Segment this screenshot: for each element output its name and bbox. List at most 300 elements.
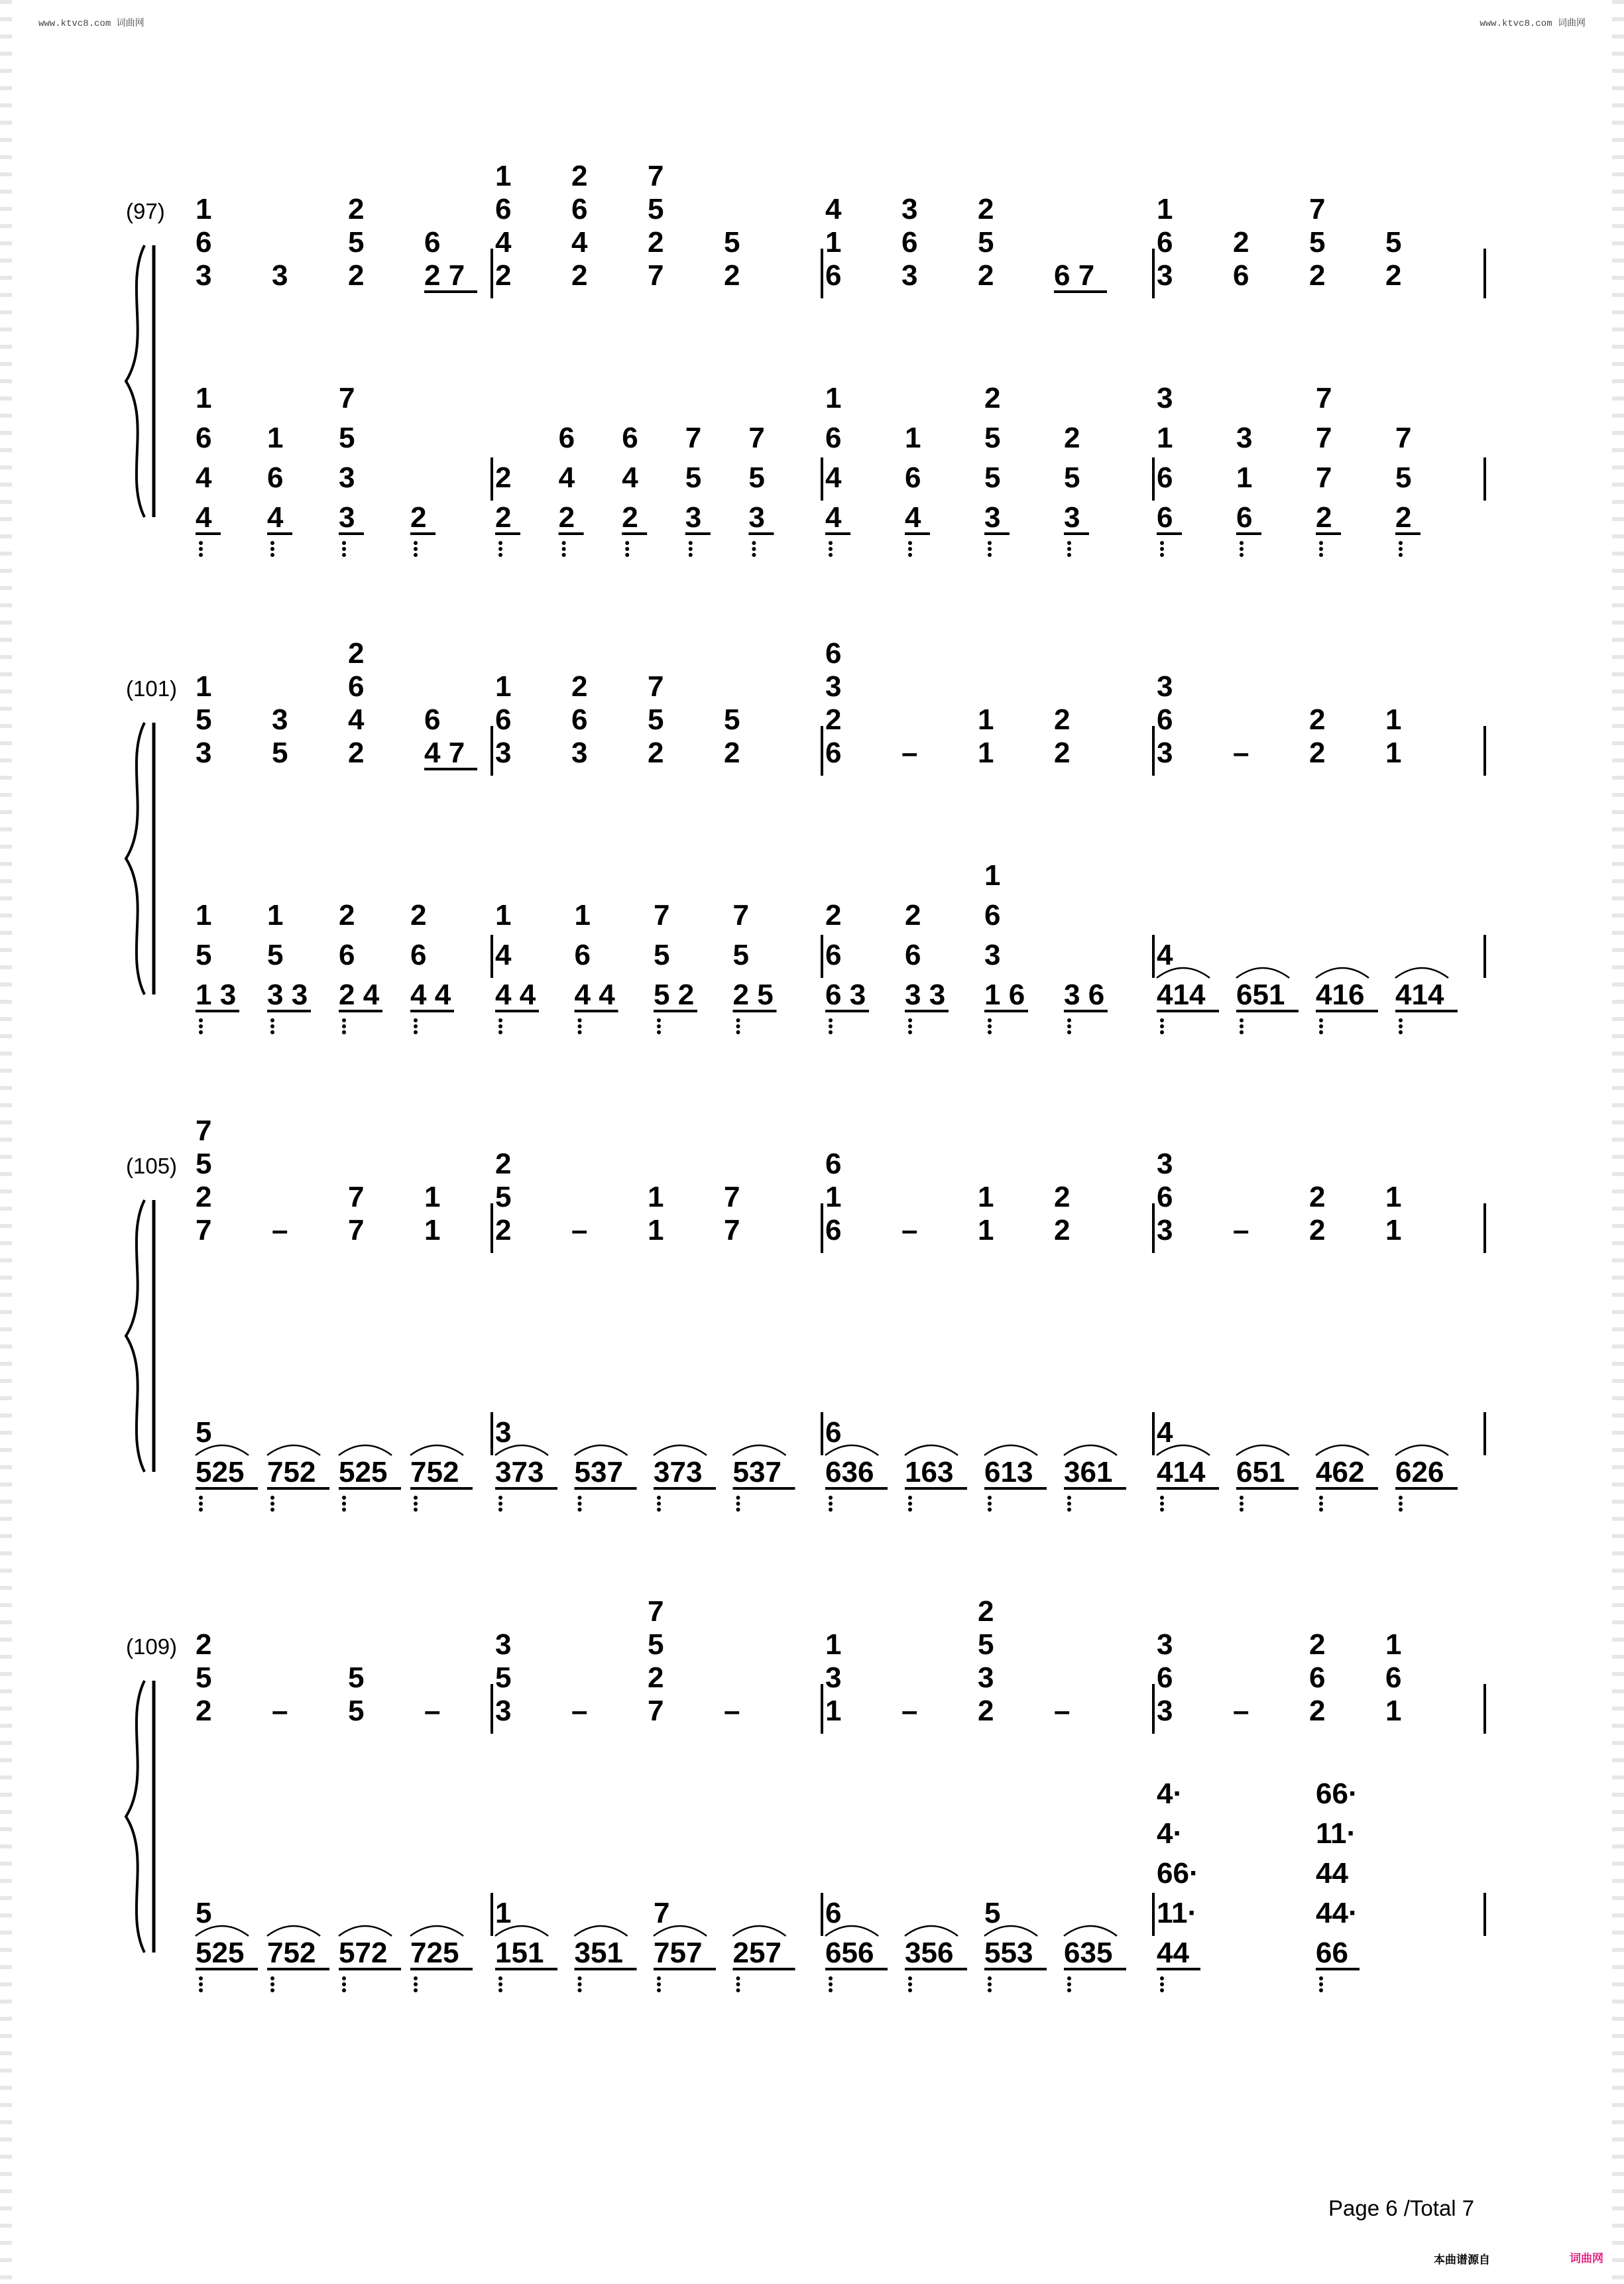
octave-dot (657, 1024, 661, 1028)
note: 2 (1054, 1214, 1071, 1246)
note: 2 (724, 737, 740, 769)
note: 1 (196, 899, 212, 932)
note: 1 (1157, 422, 1173, 454)
octave-dot (498, 1982, 502, 1986)
note: 44 (1157, 1937, 1189, 1969)
octave-dot (199, 1982, 203, 1986)
triplet-slur (575, 1926, 628, 1936)
octave-dot (736, 1982, 740, 1986)
triplet-slur (984, 1445, 1037, 1455)
octave-dot (562, 547, 566, 551)
note: 3 (984, 939, 1001, 971)
octave-dot (578, 1976, 582, 1980)
octave-dot (270, 1030, 274, 1034)
note: 7 (196, 1114, 212, 1147)
note: 5 2 (654, 979, 695, 1011)
note: 3 (495, 1628, 512, 1661)
octave-dot (578, 1496, 582, 1500)
note: 4 4 (495, 979, 536, 1011)
octave-dot (1399, 1018, 1403, 1022)
brand-logo: 词曲网 (1570, 2252, 1603, 2265)
octave-dot (908, 1030, 912, 1034)
note: 7 (348, 1181, 365, 1213)
note: 5 (984, 422, 1001, 454)
note: 6 (825, 1897, 842, 1929)
measure-number: (101) (126, 676, 178, 701)
octave-dot (908, 1982, 912, 1986)
note: 2 (1309, 259, 1326, 292)
octave-dot (578, 1502, 582, 1506)
note: 5 (1064, 461, 1080, 494)
octave-dot (1399, 553, 1403, 557)
octave-dot (988, 1502, 992, 1506)
note: 6 (905, 461, 921, 494)
note: 1 (905, 422, 921, 454)
note: 3 (495, 737, 512, 769)
system-brace (126, 1681, 145, 1953)
note: 4 (267, 501, 284, 534)
note: 5 (748, 461, 765, 494)
note: 1 (196, 670, 212, 703)
octave-dot (1160, 1982, 1164, 1986)
octave-dot (414, 1982, 418, 1986)
octave-dot (908, 1496, 912, 1500)
note: 525 (196, 1937, 245, 1969)
note: 537 (574, 1456, 623, 1488)
note: 6 (424, 226, 441, 259)
note: 66 (1316, 1937, 1348, 1969)
note: 2 (978, 1695, 994, 1727)
octave-dot (752, 547, 756, 551)
note: 4 (825, 461, 842, 494)
note: 2 (978, 259, 994, 292)
note: 6 (1385, 1661, 1402, 1694)
note: 4 (622, 461, 638, 494)
octave-dot (562, 553, 566, 557)
triplet-slur (733, 1445, 786, 1455)
octave-dot (342, 553, 346, 557)
note: 6 (1309, 1661, 1326, 1694)
octave-dot (829, 1018, 833, 1022)
octave-dot (988, 1988, 992, 1992)
triplet-slur (1064, 1926, 1117, 1936)
octave-dot (829, 1508, 833, 1512)
octave-dot (414, 547, 418, 551)
note: 626 (1395, 1456, 1444, 1488)
octave-dot (578, 1982, 582, 1986)
octave-dot (1240, 1030, 1244, 1034)
note: 1 (1385, 703, 1402, 736)
note: 1 (1385, 1214, 1402, 1246)
triplet-slur (654, 1445, 707, 1455)
note: 3 (978, 1661, 994, 1694)
octave-dot (1067, 541, 1071, 545)
note: 6 (825, 637, 842, 670)
note: 7 (648, 1695, 664, 1727)
octave-dot (1067, 1508, 1071, 1512)
note: 1 (825, 382, 842, 414)
octave-dot (1240, 547, 1244, 551)
octave-dot (199, 1496, 203, 1500)
note: 6 (825, 1416, 842, 1449)
octave-dot (1240, 1024, 1244, 1028)
note: 2 (571, 259, 588, 292)
note: 5 (339, 422, 355, 454)
note: – (901, 1214, 918, 1246)
octave-dot (988, 553, 992, 557)
octave-dot (829, 553, 833, 557)
octave-dot (1319, 547, 1323, 551)
note: 613 (984, 1456, 1033, 1488)
note: 7 (196, 1214, 212, 1246)
note: 5 (495, 1661, 512, 1694)
note: 1 (825, 1628, 842, 1661)
note: 5 (1385, 226, 1402, 259)
octave-dot (689, 541, 693, 545)
octave-dot (270, 1982, 274, 1986)
note: 5 (648, 193, 664, 225)
source-credit: 本曲谱源自 (1434, 2254, 1490, 2266)
note: 7 (654, 1897, 670, 1929)
note: 1 (978, 1214, 994, 1246)
note: 6 (825, 422, 842, 454)
note: 7 (724, 1181, 740, 1213)
system-brace (126, 245, 145, 517)
octave-dot (342, 1976, 346, 1980)
note: 1 (267, 422, 284, 454)
note: 2 (196, 1181, 212, 1213)
note: 7 (1309, 193, 1326, 225)
note: 4 (825, 501, 842, 534)
note: 1 (424, 1214, 441, 1246)
note: 1 3 (196, 979, 237, 1011)
octave-dot (342, 1018, 346, 1022)
octave-dot (270, 1496, 274, 1500)
note: 6 (1233, 259, 1249, 292)
note: 3 (825, 1661, 842, 1694)
note: 553 (984, 1937, 1033, 1969)
octave-dot (908, 1508, 912, 1512)
note: 1 (1236, 461, 1253, 494)
octave-dot (1160, 1018, 1164, 1022)
note: 6 (196, 226, 212, 259)
octave-dot (657, 1030, 661, 1034)
note: 3 6 (1064, 979, 1105, 1011)
note: 7 (339, 382, 355, 414)
note: – (571, 1695, 588, 1727)
octave-dot (1160, 1976, 1164, 1980)
octave-dot (414, 1030, 418, 1034)
note: 2 (348, 259, 365, 292)
note: 66· (1316, 1777, 1358, 1810)
note: 414 (1395, 979, 1444, 1011)
octave-dot (199, 547, 203, 551)
note: 3 (495, 1695, 512, 1727)
note: – (1233, 1214, 1249, 1246)
note: 4· (1157, 1817, 1183, 1850)
octave-dot (498, 553, 502, 557)
note: 7 (348, 1214, 365, 1246)
note: – (424, 1695, 441, 1727)
note: 7 (1395, 422, 1412, 454)
note: 2 (978, 193, 994, 225)
note: 4 4 (574, 979, 615, 1011)
octave-dot (1067, 1018, 1071, 1022)
octave-dot (988, 547, 992, 551)
note: 525 (196, 1456, 245, 1488)
triplet-slur (339, 1926, 392, 1936)
octave-dot (988, 541, 992, 545)
note: 5 (348, 226, 365, 259)
note: 4 (571, 226, 588, 259)
octave-dot (1240, 541, 1244, 545)
octave-dot (1240, 553, 1244, 557)
note: 3 (901, 259, 918, 292)
note: 5 (984, 1897, 1001, 1929)
note: 6 (196, 422, 212, 454)
octave-dot (625, 541, 629, 545)
octave-dot (736, 1030, 740, 1034)
note: 2 (1064, 422, 1080, 454)
octave-dot (657, 1018, 661, 1022)
note: 6 (1157, 1181, 1173, 1213)
note: 3 (1157, 1695, 1173, 1727)
octave-dot (908, 1024, 912, 1028)
note: 2 (196, 1628, 212, 1661)
note: 5 (648, 1628, 664, 1661)
note: 6 (495, 193, 512, 225)
note: 2 (495, 1214, 512, 1246)
octave-dot (829, 1982, 833, 1986)
octave-dot (342, 547, 346, 551)
octave-dot (625, 553, 629, 557)
note: 2 (1309, 737, 1326, 769)
note: 5 (685, 461, 702, 494)
note: 6 (825, 737, 842, 769)
octave-dot (270, 553, 274, 557)
note: 4 (558, 461, 575, 494)
note: 656 (825, 1937, 874, 1969)
triplet-slur (905, 1926, 958, 1936)
note: 5 (348, 1661, 365, 1694)
note: 356 (905, 1937, 954, 1969)
note: 537 (732, 1456, 782, 1488)
note: 257 (732, 1937, 782, 1969)
octave-dot (578, 1030, 582, 1034)
note: – (901, 1695, 918, 1727)
octave-dot (657, 1982, 661, 1986)
octave-dot (1160, 1030, 1164, 1034)
octave-dot (199, 1018, 203, 1022)
page-counter: Page 6 /Total 7 (1328, 2196, 1475, 2220)
octave-dot (1399, 1496, 1403, 1500)
octave-dot (1319, 1976, 1323, 1980)
note: 6 (348, 670, 365, 703)
note: 2 (495, 501, 512, 534)
octave-dot (578, 1508, 582, 1512)
octave-dot (1240, 1496, 1244, 1500)
note: 6 (571, 193, 588, 225)
note: 3 (272, 259, 288, 292)
note: 3 (1157, 382, 1173, 414)
octave-dot (498, 1496, 502, 1500)
note: 6 (1157, 501, 1173, 534)
note: 6 (1157, 461, 1173, 494)
triplet-slur (1316, 968, 1369, 978)
note: – (571, 1214, 588, 1246)
note: 2 (984, 382, 1001, 414)
octave-dot (736, 1976, 740, 1980)
note: 6 (339, 939, 355, 971)
note: – (1233, 1695, 1249, 1727)
note: 7 (724, 1214, 740, 1246)
note: 3 (901, 193, 918, 225)
note: 1 (495, 899, 512, 932)
octave-dot (1067, 1496, 1071, 1500)
note: – (272, 1214, 288, 1246)
note: 1 (978, 737, 994, 769)
note: 7 (648, 259, 664, 292)
octave-dot (908, 1018, 912, 1022)
octave-dot (625, 547, 629, 551)
note: 44 (1316, 1857, 1348, 1890)
triplet-slur (733, 1926, 786, 1936)
octave-dot (1319, 541, 1323, 545)
note: 66· (1157, 1857, 1199, 1890)
note: 3 (1064, 501, 1080, 534)
octave-dot (829, 541, 833, 545)
measure-number: (109) (126, 1634, 178, 1659)
note: 6 (825, 939, 842, 971)
octave-dot (1399, 1030, 1403, 1034)
note: 6 (1157, 703, 1173, 736)
note: 5 (724, 226, 740, 259)
note: 6 (1236, 501, 1253, 534)
note: 6 (1157, 1661, 1173, 1694)
octave-dot (342, 1988, 346, 1992)
note: 2 (648, 1661, 664, 1694)
note: 4 (1157, 939, 1173, 971)
note: 4 4 (410, 979, 451, 1011)
note: 373 (654, 1456, 703, 1488)
note: – (1054, 1695, 1071, 1727)
note: 5 (984, 461, 1001, 494)
octave-dot (342, 541, 346, 545)
note: 2 (648, 226, 664, 259)
note: 373 (495, 1456, 544, 1488)
note: 2 (348, 637, 365, 670)
octave-dot (1319, 1982, 1323, 1986)
octave-dot (414, 1508, 418, 1512)
octave-dot (736, 1502, 740, 1506)
octave-dot (1399, 1024, 1403, 1028)
octave-dot (1319, 1508, 1323, 1512)
octave-dot (988, 1030, 992, 1034)
octave-dot (829, 1496, 833, 1500)
note: 3 (1157, 1148, 1173, 1180)
note: 7 (648, 1595, 664, 1628)
note: 351 (574, 1937, 623, 1969)
note: 1 (648, 1181, 664, 1213)
note: 151 (495, 1937, 544, 1969)
octave-dot (1160, 1024, 1164, 1028)
octave-dot (414, 1024, 418, 1028)
octave-dot (270, 1976, 274, 1980)
octave-dot (736, 1024, 740, 1028)
note: 6 (495, 703, 512, 736)
octave-dot (1160, 1988, 1164, 1992)
octave-dot (498, 547, 502, 551)
octave-dot (1160, 1496, 1164, 1500)
octave-dot (270, 1018, 274, 1022)
note: 572 (339, 1937, 388, 1969)
octave-dot (1319, 1024, 1323, 1028)
note: – (724, 1695, 740, 1727)
note: 2 (1309, 1695, 1326, 1727)
octave-dot (1319, 1496, 1323, 1500)
note: 2 (724, 259, 740, 292)
note: 11· (1157, 1897, 1198, 1929)
note: 1 (267, 899, 284, 932)
note: 2 (410, 899, 427, 932)
note: 5 (648, 703, 664, 736)
octave-dot (1067, 553, 1071, 557)
octave-dot (270, 1502, 274, 1506)
note: 6 (571, 703, 588, 736)
note: 3 (748, 501, 765, 534)
note: 1 (1385, 737, 1402, 769)
octave-dot (988, 1508, 992, 1512)
octave-dot (988, 1018, 992, 1022)
note: 6 (622, 422, 638, 454)
octave-dot (1160, 1502, 1164, 1506)
octave-dot (199, 1030, 203, 1034)
octave-dot (908, 541, 912, 545)
note: 2 (571, 670, 588, 703)
octave-dot (1399, 541, 1403, 545)
octave-dot (342, 1508, 346, 1512)
octave-dot (414, 1496, 418, 1500)
octave-dot (1160, 553, 1164, 557)
note: 414 (1157, 1456, 1206, 1488)
octave-dot (1240, 1502, 1244, 1506)
note: 2 (1385, 259, 1402, 292)
octave-dot (342, 1030, 346, 1034)
octave-dot (498, 1030, 502, 1034)
octave-dot (829, 547, 833, 551)
octave-dot (908, 547, 912, 551)
octave-dot (1319, 1988, 1323, 1992)
note: 6 (825, 1148, 842, 1180)
note: 1 (1385, 1181, 1402, 1213)
octave-dot (736, 1988, 740, 1992)
triplet-slur (267, 1926, 320, 1936)
note: 7 (1316, 422, 1332, 454)
octave-dot (1067, 1502, 1071, 1506)
octave-dot (1160, 1508, 1164, 1512)
triplet-slur (1064, 1445, 1117, 1455)
octave-dot (1319, 1018, 1323, 1022)
octave-dot (414, 541, 418, 545)
octave-dot (199, 553, 203, 557)
note: 2 (1054, 1181, 1071, 1213)
note: 2 (339, 899, 355, 932)
note: 5 (196, 1416, 212, 1449)
note: 5 (267, 939, 284, 971)
note: 2 (978, 1595, 994, 1628)
octave-dot (736, 1018, 740, 1022)
triplet-slur (339, 1445, 392, 1455)
